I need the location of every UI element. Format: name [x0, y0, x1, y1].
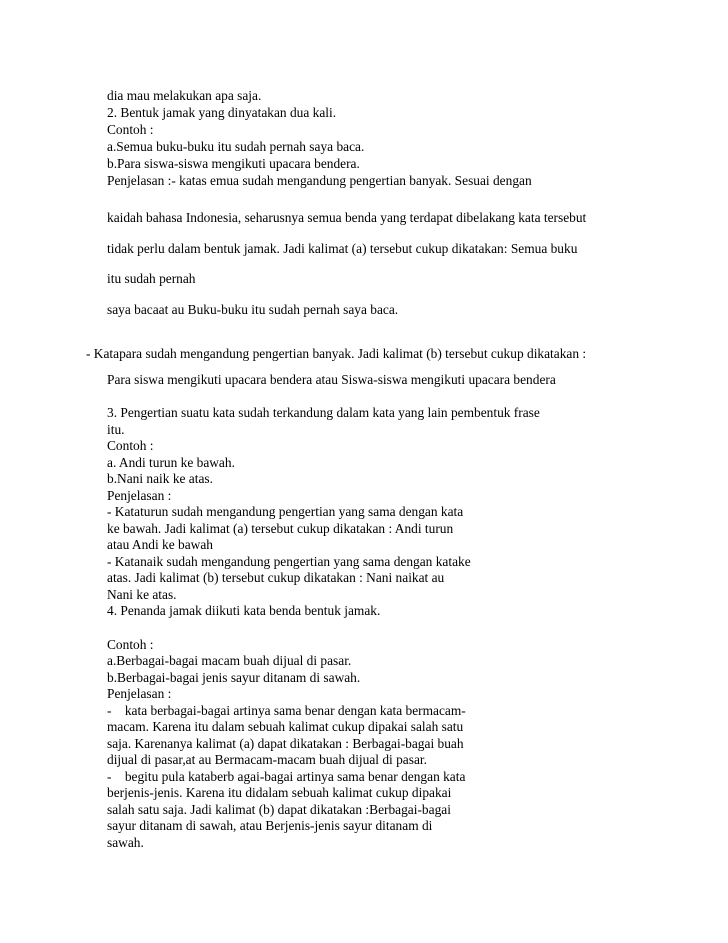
text-line: saja. Karenanya kalimat (a) dapat dikatakan : Berbagai-bagai buah: [107, 736, 464, 751]
text-line: saya bacaat au Buku-buku itu sudah pernah saya baca.: [107, 302, 399, 317]
text-line: Contoh :: [107, 637, 154, 652]
text-line: b.Para siswa-siswa mengikuti upacara bendera.: [107, 156, 360, 171]
text-line: atas. Jadi kalimat (b) tersebut cukup dikatakan : Nani naikat au: [107, 570, 445, 585]
text-line: dijual di pasar,at au Bermacam-macam buah dijual di pasar.: [107, 752, 427, 767]
text-line: ke bawah. Jadi kalimat (a) tersebut cukup dikatakan : Andi turun: [107, 521, 454, 536]
text-line: Nani ke atas.: [107, 587, 177, 602]
text-line: Contoh :: [107, 122, 154, 137]
text-line: - Kataturun sudah mengandung pengertian yang sama dengan kata: [107, 504, 464, 519]
text-line: a.Semua buku-buku itu sudah pernah saya baca.: [107, 139, 365, 154]
text-line: a.Berbagai-bagai macam buah dijual di pasar.: [107, 653, 352, 668]
text-line: Para siswa mengikuti upacara bendera atau Siswa-siswa mengikuti upacara bendera: [107, 372, 556, 387]
text-line: sayur ditanam di sawah, atau Berjenis-jenis sayur ditanam di: [107, 818, 433, 833]
text-line: 3. Pengertian suatu kata sudah terkandung dalam kata yang lain pembentuk frase: [107, 405, 540, 420]
text-line: Contoh :: [107, 438, 154, 453]
text-line: - Katanaik sudah mengandung pengertian yang sama dengan katake: [107, 554, 471, 569]
text-line: macam. Karena itu dalam sebuah kalimat cukup dipakai salah satu: [107, 719, 464, 734]
text-line: itu.: [107, 422, 125, 437]
text-line: Penjelasan :: [107, 488, 172, 503]
text-line: - kata berbagai-bagai artinya sama benar dengan kata bermacam-: [107, 703, 466, 718]
text-line: 2. Bentuk jamak yang dinyatakan dua kali.: [107, 105, 337, 120]
text-line: b.Berbagai-bagai jenis sayur ditanam di sawah.: [107, 670, 361, 685]
text-line: a. Andi turun ke bawah.: [107, 455, 235, 470]
text-line: - Katapara sudah mengandung pengertian banyak. Jadi kalimat (b) tersebut cukup dikatakan :: [86, 346, 587, 361]
text-line: sawah.: [107, 835, 144, 850]
text-line: Penjelasan :: [107, 686, 172, 701]
text-line: atau Andi ke bawah: [107, 537, 213, 552]
text-line: dia mau melakukan apa saja.: [107, 88, 262, 103]
text-line: berjenis-jenis. Karena itu didalam sebuah kalimat cukup dipakai: [107, 785, 452, 800]
text-line: salah satu saja. Jadi kalimat (b) dapat dikatakan :Berbagai-bagai: [107, 802, 451, 817]
text-line: - begitu pula kataberb agai-bagai artinya sama benar dengan kata: [107, 769, 466, 784]
text-line: tidak perlu dalam bentuk jamak. Jadi kalimat (a) tersebut cukup dikatakan: Semua buku: [107, 241, 578, 256]
text-line: b.Nani naik ke atas.: [107, 471, 213, 486]
text-line: kaidah bahasa Indonesia, seharusnya semua benda yang terdapat dibelakang kata tersebut: [107, 210, 587, 225]
text-line: 4. Penanda jamak diikuti kata benda bentuk jamak.: [107, 603, 381, 618]
text-line: Penjelasan :- katas emua sudah mengandung pengertian banyak. Sesuai dengan: [107, 173, 532, 188]
text-line: itu sudah pernah: [107, 271, 196, 286]
